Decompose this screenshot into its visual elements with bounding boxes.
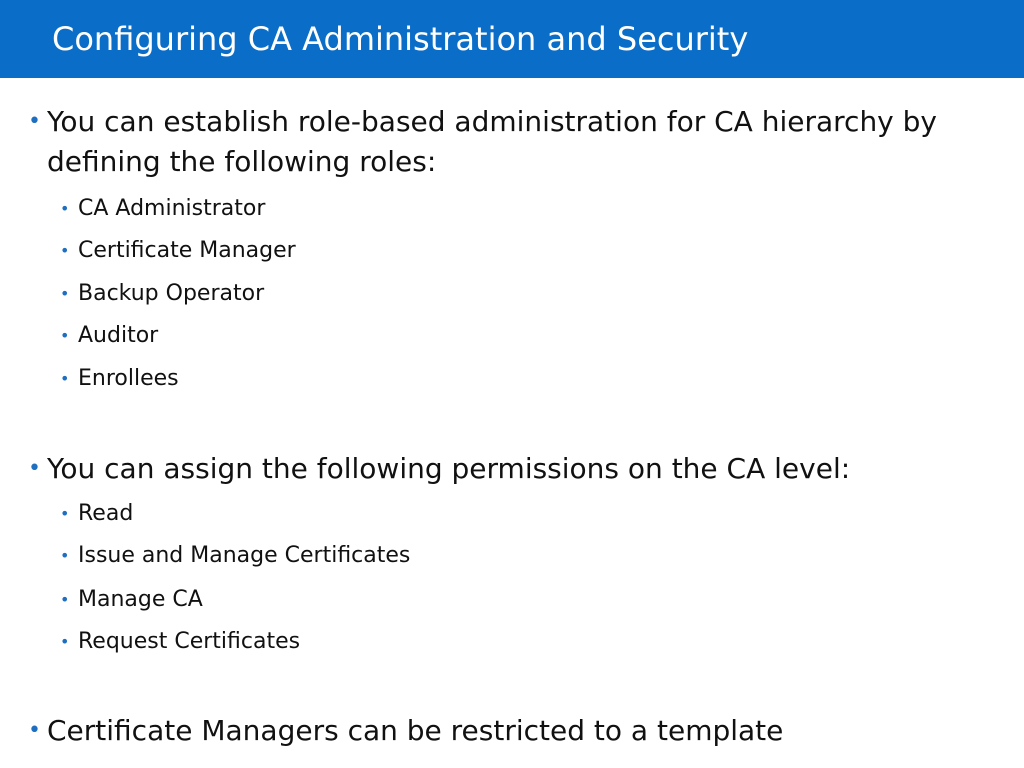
sub-bullet-ca-administrator <box>60 193 960 225</box>
sub-bullet-certificate-manager <box>60 235 960 267</box>
slide-title: Configuring CA Administration and Security <box>52 20 749 58</box>
sub-bullet-text: CA Administrator <box>78 196 266 221</box>
sub-bullet-text: Certificate Manager <box>78 238 296 263</box>
bullet-dot-icon: • <box>28 109 41 134</box>
sub-bullet-auditor <box>60 320 960 352</box>
sub-bullet-text: Backup Operator <box>78 281 265 306</box>
title-bar <box>0 0 1024 78</box>
bullet-dot-icon: • <box>60 241 70 260</box>
bullet-dot-icon: • <box>60 504 70 523</box>
bullet-dot-icon: • <box>60 326 70 345</box>
sub-bullet-request-certificates <box>60 626 960 658</box>
bullet-dot-icon: • <box>60 369 70 388</box>
sub-bullet-backup-operator <box>60 278 960 310</box>
bullet-dot-icon: • <box>60 199 70 218</box>
bullet-dot-icon: • <box>60 284 70 303</box>
sub-bullet-text: Issue and Manage Certificates <box>78 543 411 568</box>
sub-bullet-text: Enrollees <box>78 366 179 391</box>
bullet-dot-icon: • <box>60 590 70 609</box>
sub-bullet-issue-and-manage-certificates <box>60 540 960 572</box>
bullet-roles <box>28 102 988 182</box>
bullet-dot-icon: • <box>60 546 70 565</box>
sub-bullet-enrollees <box>60 363 960 395</box>
bullet-permissions <box>28 449 988 489</box>
bullet-dot-icon: • <box>28 456 41 481</box>
sub-bullet-text: Manage CA <box>78 587 203 612</box>
sub-bullet-text: Request Certificates <box>78 629 301 654</box>
bullet-text: You can assign the following permissions on the CA level: <box>47 452 851 485</box>
sub-bullet-text: Auditor <box>78 323 159 348</box>
bullet-dot-icon: • <box>28 718 41 743</box>
sub-bullet-text: Read <box>78 501 134 526</box>
bullet-text: Certificate Managers can be restricted to a template <box>47 714 784 747</box>
bullet-template-restriction <box>28 711 988 751</box>
sub-bullet-manage-ca <box>60 584 960 616</box>
bullet-text: You can establish role-based administration for CA hierarchy by defining the following roles: <box>47 105 937 178</box>
bullet-dot-icon: • <box>60 632 70 651</box>
sub-bullet-read <box>60 498 960 530</box>
